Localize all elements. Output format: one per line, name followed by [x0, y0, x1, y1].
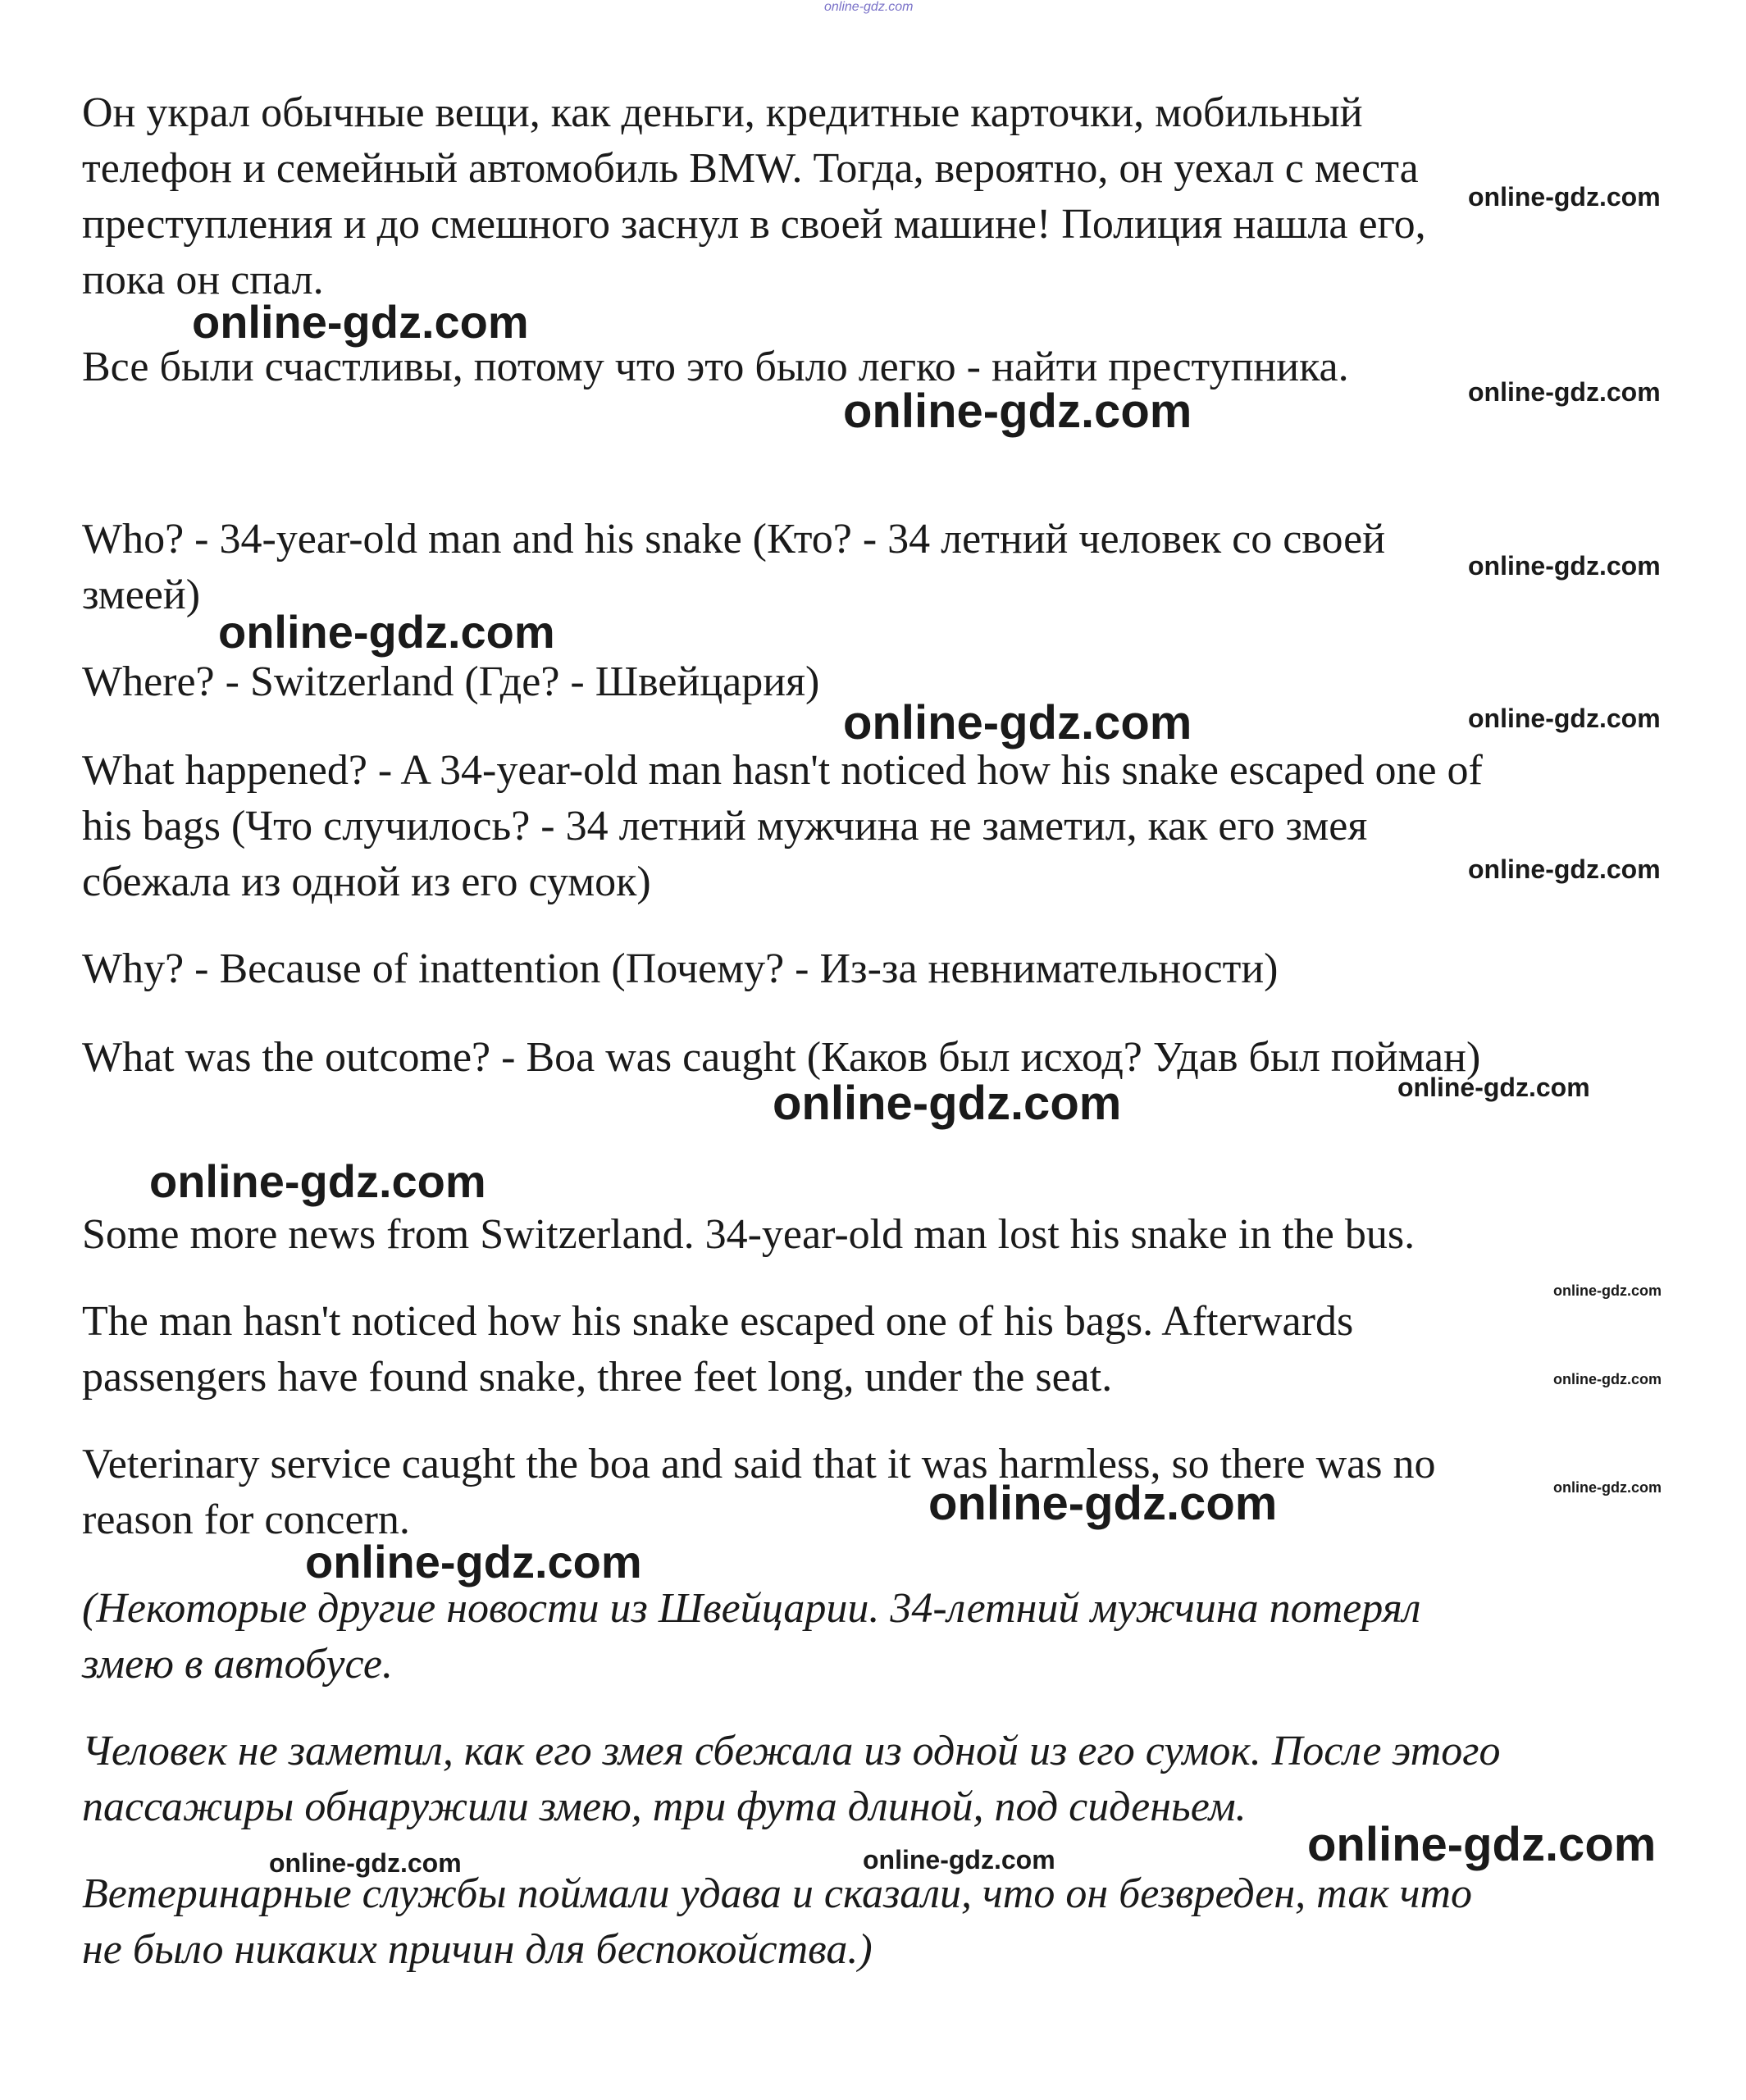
qa-outcome: What was the outcome? - Boa was caught (Каков был исход? Удав был пойман): [82, 1034, 1481, 1081]
qa-why: Why? - Because of inattention (Почему? - Из-за невнимательности): [82, 945, 1279, 992]
news-en-p2-line-2: passengers have found snake, three feet long, under the seat.: [82, 1354, 1113, 1401]
watermark: online-gdz.com: [843, 385, 1192, 438]
qa-what-line-1: What happened? - A 34-year-old man hasn't noticed how his snake escaped one of: [82, 747, 1483, 794]
watermark: online-gdz.com: [1468, 704, 1661, 733]
watermark: online-gdz.com: [149, 1155, 486, 1207]
watermark: online-gdz.com: [1468, 377, 1661, 407]
news-ru-p1-line-2: змею в автобусе.: [82, 1641, 393, 1688]
translation-line-2: телефон и семейный автомобиль BMW. Тогда, вероятно, он уехал с места: [82, 145, 1419, 192]
watermark: online-gdz.com: [192, 296, 529, 348]
watermark: online-gdz.com: [1468, 551, 1661, 581]
news-ru-p2-line-1: Человек не заметил, как его змея сбежала из одной из его сумок. После этого: [82, 1728, 1501, 1774]
qa-who-line-2: змеей): [82, 572, 201, 618]
watermark: online-gdz.com: [1553, 1479, 1662, 1496]
watermark: online-gdz.com: [863, 1845, 1055, 1875]
qa-what-line-2: his bags (Что случилось? - 34 летний мужчина не заметил, как его змея: [82, 803, 1368, 850]
news-en-p2-line-1: The man hasn't noticed how his snake escaped one of his bags. Afterwards: [82, 1298, 1354, 1345]
watermark: online-gdz.com: [1553, 1371, 1662, 1387]
news-ru-p3-line-1: Ветеринарные службы поймали удава и сказали, что он безвреден, так что: [82, 1870, 1473, 1917]
news-ru-p3-line-2: не было никаких причин для беспокойства.): [82, 1926, 873, 1973]
qa-where: Where? - Switzerland (Где? - Швейцария): [82, 658, 820, 705]
news-en-p1: Some more news from Switzerland. 34-year-old man lost his snake in the bus.: [82, 1211, 1415, 1258]
top-watermark: online-gdz.com: [824, 0, 914, 14]
watermark: online-gdz.com: [1553, 1282, 1662, 1299]
watermark: online-gdz.com: [269, 1848, 462, 1878]
watermark: online-gdz.com: [1397, 1073, 1590, 1102]
watermark: online-gdz.com: [305, 1536, 642, 1588]
translation-line-4: пока он спал.: [82, 257, 324, 303]
watermark: online-gdz.com: [218, 606, 555, 658]
news-ru-p2-line-2: пассажиры обнаружили змею, три фута длиной, под сиденьем.: [82, 1783, 1247, 1830]
translation-line-1: Он украл обычные вещи, как деньги, кредитные карточки, мобильный: [82, 89, 1363, 136]
watermark: online-gdz.com: [843, 696, 1192, 749]
qa-what-line-3: сбежала из одной из его сумок): [82, 859, 651, 905]
watermark: online-gdz.com: [1468, 854, 1661, 884]
news-en-p3-line-2: reason for concern.: [82, 1496, 410, 1543]
watermark: online-gdz.com: [1307, 1818, 1657, 1871]
news-ru-p1-line-1: (Некоторые другие новости из Швейцарии. 34-летний мужчина потерял: [82, 1585, 1421, 1632]
watermark: online-gdz.com: [773, 1077, 1122, 1130]
conclusion-line: Все были счастливы, потому что это было легко - найти преступника.: [82, 344, 1349, 390]
qa-who-line-1: Who? - 34-year-old man and his snake (Кто? - 34 летний человек со своей: [82, 516, 1386, 563]
translation-line-3: преступления и до смешного заснул в своей машине! Полиция нашла его,: [82, 201, 1426, 248]
watermark: online-gdz.com: [928, 1477, 1278, 1530]
watermark: online-gdz.com: [1468, 182, 1661, 212]
news-en-p3-line-1: Veterinary service caught the boa and said that it was harmless, so there was no: [82, 1441, 1436, 1487]
